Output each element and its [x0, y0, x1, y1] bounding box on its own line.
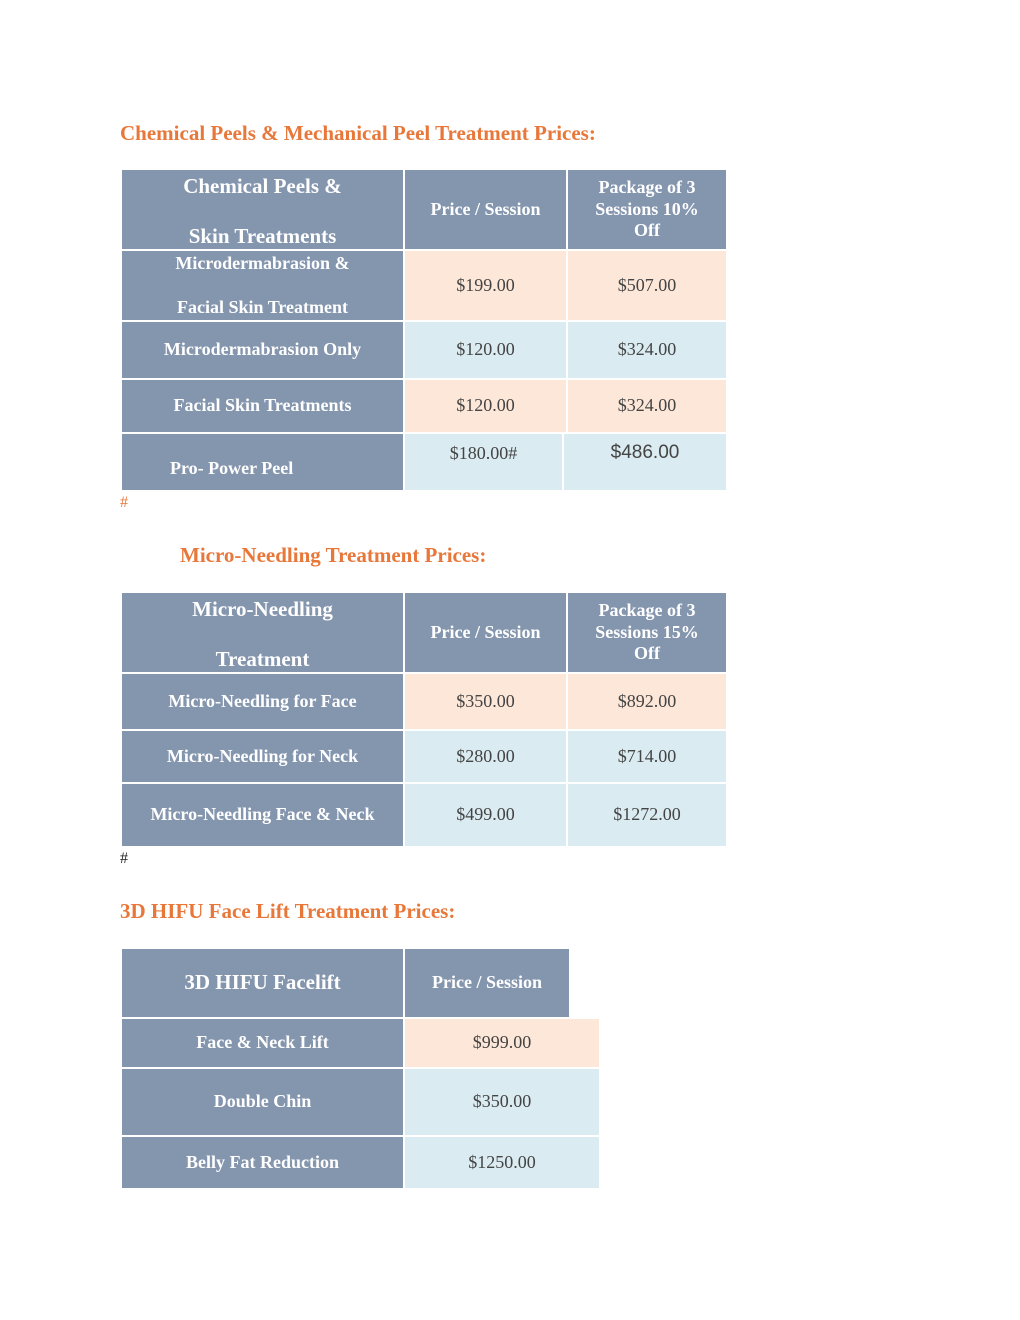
table-row-label: Microdermabrasion Only	[122, 322, 403, 378]
table-header-price: Price / Session	[405, 949, 569, 1017]
header-line: Micro-Needling	[192, 597, 333, 621]
table-row-label: Belly Fat Reduction	[122, 1137, 403, 1188]
table-row-label: Double Chin	[122, 1069, 403, 1135]
header-line: Package of 3	[598, 600, 696, 621]
price-cell: $280.00	[405, 731, 566, 782]
header-line: Treatment	[215, 646, 310, 671]
header-line: Skin Treatments	[188, 223, 337, 248]
chemical-peels-heading: Chemical Peels & Mechanical Peel Treatment Prices:	[120, 121, 596, 145]
header-line: Off	[634, 643, 660, 664]
price-cell: $499.00	[405, 784, 566, 846]
table-row-label	[122, 251, 403, 320]
table-header-treatment	[122, 593, 403, 672]
section-marker: #	[120, 494, 128, 511]
price-cell: $120.00	[405, 380, 566, 432]
package-price-cell: $324.00	[568, 322, 726, 378]
row-label-line: Facial Skin Treatment	[177, 297, 348, 318]
hifu-heading: 3D HIFU Face Lift Treatment Prices:	[120, 899, 456, 923]
section-marker: #	[120, 850, 128, 867]
table-header-treatment: 3D HIFU Facelift	[122, 949, 403, 1017]
row-label-line: Microdermabrasion &	[175, 253, 350, 273]
header-line: Off	[634, 220, 660, 241]
table-header-package	[568, 593, 726, 672]
table-header-price: Price / Session	[405, 170, 566, 249]
header-line: Sessions 15%	[595, 621, 699, 642]
price-cell: $350.00	[405, 1069, 599, 1135]
package-price-cell: $507.00	[568, 251, 726, 320]
package-price-cell: $324.00	[568, 380, 726, 432]
price-cell: $180.00#	[405, 434, 562, 490]
table-header-package	[568, 170, 726, 249]
price-cell: $120.00	[405, 322, 566, 378]
table-row-label: Micro-Needling for Neck	[122, 731, 403, 782]
package-price-cell: $486.00	[564, 434, 726, 490]
package-price-cell: $714.00	[568, 731, 726, 782]
table-row-label: Facial Skin Treatments	[122, 380, 403, 432]
package-price-cell: $1272.00	[568, 784, 726, 846]
price-cell: $1250.00	[405, 1137, 599, 1188]
price-cell: $999.00	[405, 1019, 599, 1067]
table-row-label: Micro-Needling Face & Neck	[122, 784, 403, 846]
header-line: Chemical Peels &	[183, 174, 342, 198]
price-cell: $350.00	[405, 674, 566, 729]
table-header-treatment	[122, 170, 403, 249]
table-row-label: Face & Neck Lift	[122, 1019, 403, 1067]
table-row-label: Micro-Needling for Face	[122, 674, 403, 729]
table-row-label: Pro- Power Peel	[122, 434, 403, 490]
package-price-cell: $892.00	[568, 674, 726, 729]
table-header-price: Price / Session	[405, 593, 566, 672]
price-cell: $199.00	[405, 251, 566, 320]
micro-needling-heading: Micro-Needling Treatment Prices:	[180, 543, 487, 567]
header-line: Package of 3	[598, 177, 696, 198]
header-line: Sessions 10%	[595, 198, 699, 219]
